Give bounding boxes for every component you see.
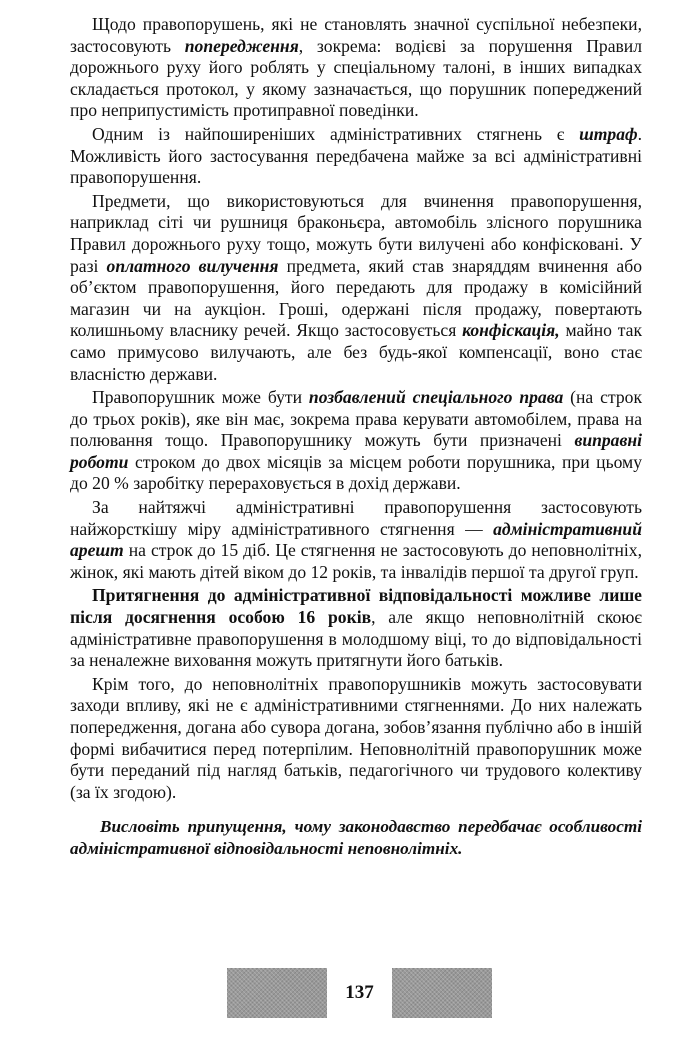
emphasized-term: оплатного вилучення: [106, 255, 279, 276]
emphasized-term: попередження: [184, 35, 299, 56]
paragraph-text: строком до двох місяців за місцем роботи порушника, при цьому до 20 % заробітку перераховується в дохід держави.: [70, 451, 642, 494]
emphasized-term: позбавлений спеціального права: [308, 387, 564, 408]
footer-bar-right: [392, 968, 492, 1018]
page-footer: [227, 968, 492, 1018]
page-number: 137: [345, 982, 374, 1003]
paragraph-text: Одним із найпоширеніших адміністративних стягнень є: [92, 123, 580, 144]
footer-bar-left: [227, 968, 327, 1018]
emphasized-term: виправні роботи: [70, 430, 642, 472]
emphasized-term: Притягнення до адміністративної відповідальності можливе лише після досягнення особою 16 років: [70, 585, 642, 628]
paragraph-text: на строк до 15 діб. Це стягнення не застосовують до неповнолітніх, жінок, які мають дітей віком до 12 років, та інвалідів першої та другої груп.: [70, 540, 642, 582]
paragraph: [70, 124, 642, 189]
paragraph-text: Крім того, до неповнолітніх правопорушників можуть застосовувати заходи впливу, які не є адміністративними стягненнями. До них належать попередження, догана або сувора догана, зобов’язання публічно або в іншій формі вибачитися перед потерпілим. Неповнолітній правопорушник може бути переданий під нагляд батьків, педагогічного чи трудового колективу (за їх згодою).: [70, 673, 642, 802]
paragraph-text: Щодо правопорушень, які не становлять значної суспільної небезпеки, застосовують: [70, 14, 642, 56]
paragraph-text: Предмети, що використовуються для вчинення правопорушення, наприклад сіті чи рушниця браконьєра, автомобіль злісного порушника Правил дорожнього руху тощо, можуть бути вилучені або конфісковані. У разі: [70, 190, 642, 276]
text-body: [70, 14, 642, 803]
paragraph: [70, 585, 642, 671]
review-question: Висловіть припущення, чому законодавство передбачає особливості адміністративної відповідальності неповнолітніх.: [70, 817, 642, 858]
paragraph: [70, 191, 642, 385]
emphasized-term: штраф: [579, 123, 638, 144]
paragraph: [70, 497, 642, 583]
paragraph: [70, 387, 642, 495]
paragraph-text: майно так само примусово вилучають, але без будь-якої компенсації, воно стає власністю держави.: [70, 320, 643, 384]
paragraph: [70, 14, 642, 122]
paragraph-text: предмета, який став знаряддям вчинення або об’єктом правопорушення, його передають для продажу в комісійний магазин чи на аукціон. Гроші, одержані після продажу, повертають колишньому власнику речей. Якщо застосовується: [70, 255, 642, 341]
emphasized-term: конфіскація,: [462, 320, 560, 341]
paragraph-text: За найтяжчі адміністративні правопорушення застосовують найжорсткішу міру адміністративного стягнення —: [70, 497, 642, 539]
emphasized-term: адміністративний арешт: [70, 518, 642, 561]
paragraph-text: Правопорушник може бути: [92, 387, 309, 408]
paragraph-text: . Можливість його застосування передбачена майже за всі адміністративні правопорушення.: [70, 123, 642, 188]
paragraph-text: , але якщо неповнолітній скоює адміністративне правопорушення в молодшому віці, то до відповідальності за неналежне виховання можуть притягнути його батьків.: [70, 607, 642, 671]
paragraph-text: (на строк до трьох років), яке він має, зокрема права керувати автомобілем, права на полювання тощо. Правопорушнику можуть бути призначені: [70, 387, 642, 451]
paragraph: [70, 674, 642, 804]
paragraph-text: , зокрема: водієві за порушення Правил дорожнього руху його роблять у спеціальному талоні, в інших випадках складається протокол, у якому зазначається, що порушник попереджений про неприпустимість протиправної поведінки.: [70, 35, 643, 121]
page-body: [70, 14, 642, 877]
